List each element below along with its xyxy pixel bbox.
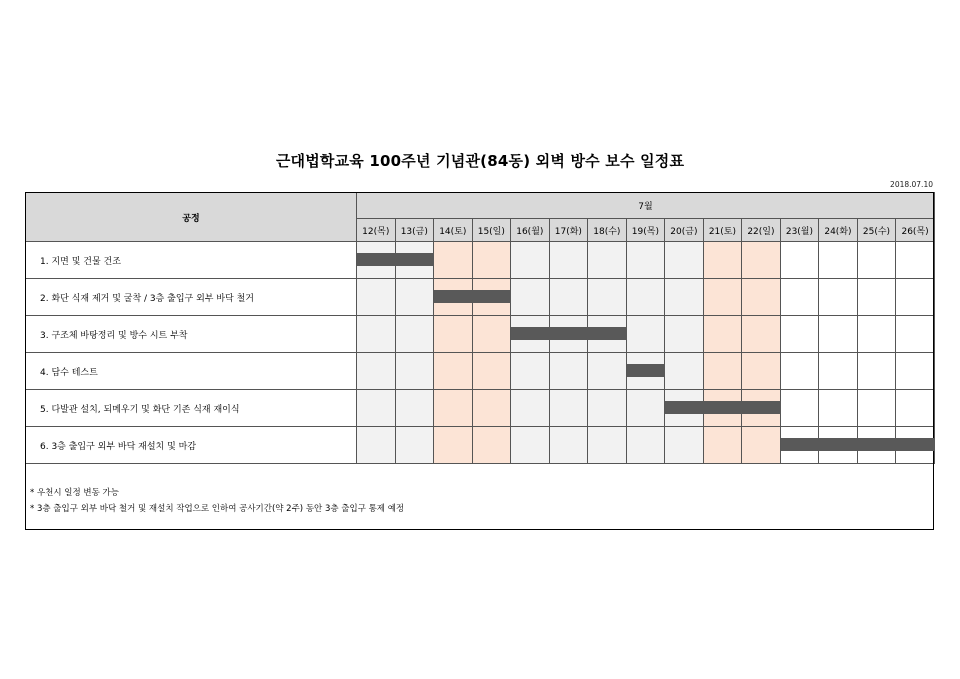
schedule-bar	[781, 438, 935, 451]
schedule-bar	[665, 401, 781, 414]
day-header: 22(일)	[742, 219, 781, 242]
day-header: 12(목)	[357, 219, 396, 242]
task-label: 1. 지면 및 건물 건조	[26, 242, 357, 279]
task-label: 2. 화단 식재 제거 및 굴착 / 3층 출입구 외부 바닥 철거	[26, 279, 357, 316]
day-header: 17(화)	[549, 219, 588, 242]
day-header: 23(월)	[780, 219, 819, 242]
day-header: 25(수)	[857, 219, 896, 242]
notes	[30, 485, 404, 517]
day-header: 13(금)	[395, 219, 434, 242]
day-header: 26(목)	[896, 219, 935, 242]
page-title: 근대법학교육 100주년 기념관(84동) 외벽 방수 보수 일정표	[275, 152, 685, 170]
note-rain: * 우천시 일정 변동 가능	[30, 488, 119, 498]
document-date: 2018.07.10	[890, 180, 933, 189]
task-label: 3. 구조체 바탕정리 및 방수 시트 부착	[26, 316, 357, 353]
task-column-header: 공정	[26, 193, 357, 242]
schedule-bar	[511, 327, 627, 340]
task-label: 6. 3층 출입구 외부 바닥 재설치 및 마감	[26, 427, 357, 464]
day-header: 20(금)	[665, 219, 704, 242]
day-header: 18(수)	[588, 219, 627, 242]
task-label: 4. 담수 테스트	[26, 353, 357, 390]
day-header: 16(월)	[511, 219, 550, 242]
day-header: 19(목)	[626, 219, 665, 242]
day-header: 14(토)	[434, 219, 473, 242]
task-label: 5. 다발관 설치, 되메우기 및 화단 기존 식재 재이식	[26, 390, 357, 427]
schedule-bar	[434, 290, 511, 303]
day-header: 15(일)	[472, 219, 511, 242]
day-header: 21(토)	[703, 219, 742, 242]
note-entrance-closure: * 3층 출입구 외부 바닥 철거 및 재설치 작업으로 인하여 공사기간(약 2주) 동안 3층 출입구 통제 예정	[30, 504, 405, 514]
table-frame	[25, 192, 934, 530]
schedule-bar	[627, 364, 666, 377]
month-header: 7월	[357, 193, 935, 219]
day-header: 24(화)	[819, 219, 858, 242]
schedule-bar	[357, 253, 434, 266]
